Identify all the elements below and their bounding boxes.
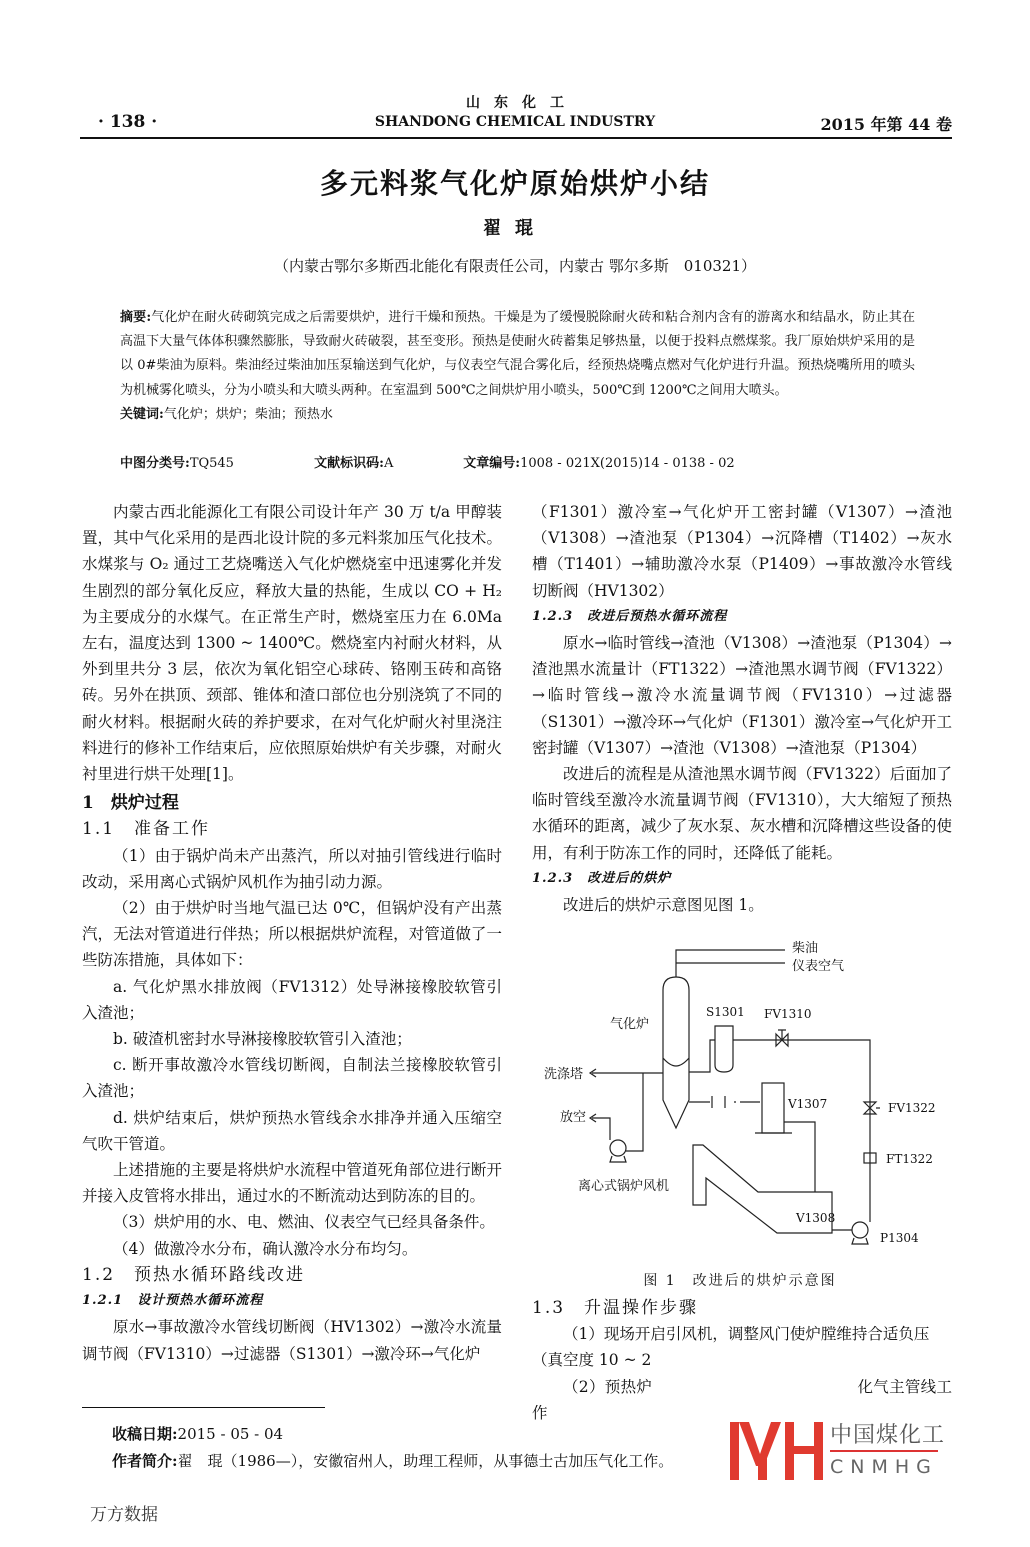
label-blower: 离心式锅炉风机 bbox=[578, 1179, 670, 1194]
affiliation: （内蒙古鄂尔多斯西北能化有限责任公司，内蒙古 鄂尔多斯 010321） bbox=[273, 257, 757, 275]
vent-line bbox=[590, 1114, 610, 1140]
section-1-heading: 1 烘炉过程 bbox=[82, 793, 179, 814]
clc-code: TQ545 bbox=[189, 456, 234, 471]
process-diagram bbox=[530, 930, 950, 1270]
bio-text: 翟 琨（1986—），安徽宿州人，助理工程师，从事德士古加压气化工作。 bbox=[177, 1452, 674, 1470]
section-1-2-3-heading: 1.2.3 改进后预热水循环流程 bbox=[532, 608, 728, 624]
watermark-en: CNMHG bbox=[830, 1456, 938, 1478]
left-column bbox=[82, 499, 502, 1367]
journal-header bbox=[330, 94, 700, 132]
list-item: b. 破渣机密封水导淋接橡胶软管引入渣池； bbox=[113, 1030, 412, 1049]
bio-label: 作者简介: bbox=[112, 1452, 178, 1470]
keywords: 气化炉；烘炉；柴油；预热水 bbox=[163, 406, 333, 422]
doc-code: A bbox=[383, 456, 394, 471]
blower-base bbox=[610, 1156, 626, 1162]
clc-label: 中图分类号: bbox=[120, 456, 190, 471]
issue-info: 2015 年第 44 卷 bbox=[820, 115, 952, 134]
paragraph: （3）烘炉用的水、电、燃油、仪表空气已经具备条件。 bbox=[113, 1213, 495, 1232]
gasifier-to-v1307-line bbox=[689, 1096, 760, 1108]
paragraph: （4）做激冷水分布，确认激冷水分布均匀。 bbox=[113, 1239, 418, 1258]
v1307-vessel bbox=[762, 1083, 784, 1133]
paragraph: （1）现场开启引风机，调整风门使炉膛维持合适负压 bbox=[563, 1325, 930, 1344]
p1304-pump bbox=[852, 1222, 868, 1238]
s1301-filter bbox=[715, 1026, 733, 1072]
watermark-logo bbox=[730, 1418, 945, 1484]
label-vent: 放空 bbox=[560, 1110, 587, 1125]
label-ft1322: FT1322 bbox=[886, 1152, 933, 1166]
watermark-rule bbox=[830, 1450, 938, 1452]
paragraph: 原水→临时管线→渣池（V1308）→渣池泵（P1304）→渣池黑水流量计（FT1322）→渣池黑水调节阀（FV1322）→临时管线→激冷水流量调节阀（FV1310）→过滤器（S1301）→激冷环→气化炉（F1301）激冷室→气化炉开工密封罐（V1307）→渣池（V1308）→渣池泵（P1304） bbox=[532, 634, 952, 757]
paragraph: 改进后的流程是从渣池黑水调节阀（FV1322）后面加了临时管线至激冷水流量调节阀（FV1310），大大缩短了预热水循环的距离，减少了灰水泵、灰水槽和沉降槽这些设备的使用，有利于防冻工作的同时，还降低了能耗。 bbox=[532, 765, 952, 862]
section-1-3 bbox=[532, 1295, 952, 1426]
cnmhg-logo-icon bbox=[730, 1418, 825, 1480]
paragraph: 上述措施的主要是将烘炉水流程中管道死角部位进行断开并接入皮管将水排出，通过水的不断流动达到防冻的目的。 bbox=[82, 1161, 502, 1206]
list-item: a. 气化炉黑水排放阀（FV1312）处导淋接橡胶软管引入渣池； bbox=[82, 977, 502, 1022]
blower-line bbox=[626, 1073, 643, 1151]
label-gasifier: 气化炉 bbox=[610, 1017, 650, 1032]
article-no-label: 文章编号: bbox=[463, 456, 521, 471]
label-fv1310: FV1310 bbox=[764, 1007, 812, 1021]
paragraph: （F1301）激冷室→气化炉开工密封罐（V1307）→渣池（V1308）→渣池泵（P1304）→沉降槽（T1402）→灰水槽（T1401）→辅助激冷水泵（P1409）→事故激冷水管线切断阀（HV1302） bbox=[532, 503, 952, 600]
section-1-2-heading: 1.2 预热水循环路线改进 bbox=[82, 1264, 306, 1285]
header-rule bbox=[80, 137, 952, 139]
gasifier-vessel bbox=[663, 977, 689, 1128]
author: 翟琨 bbox=[483, 218, 547, 239]
paragraph: 改进后的烘炉示意图见图 1。 bbox=[563, 896, 764, 915]
classification-info bbox=[120, 452, 735, 471]
label-v1308: V1308 bbox=[796, 1211, 836, 1225]
s1301-to-fv1322-line bbox=[733, 1040, 870, 1222]
abstract bbox=[120, 306, 915, 427]
label-scrubber: 洗涤塔 bbox=[544, 1067, 584, 1082]
section-1-2-3b-heading: 1.2.3 改进后的烘炉 bbox=[532, 870, 672, 886]
paragraph: （真空度 10 ~ 2 bbox=[532, 1351, 652, 1370]
journal-name-cn: 山 东 化 工 bbox=[466, 95, 564, 111]
label-p1304: P1304 bbox=[880, 1231, 919, 1245]
paragraph: （1）由于锅炉尚未产出蒸汽，所以对抽引管线进行临时改动，采用离心式锅炉风机作为抽引动力源。 bbox=[82, 846, 502, 891]
label-instrument-air: 仪表空气 bbox=[792, 959, 845, 974]
article-title: 多元料浆气化炉原始烘炉小结 bbox=[319, 167, 710, 200]
doc-code-label: 文献标识码: bbox=[314, 456, 384, 471]
footnote-rule bbox=[82, 1407, 325, 1408]
label-s1301: S1301 bbox=[706, 1005, 745, 1019]
figure-caption: 图 1 改进后的烘炉示意图 bbox=[643, 1273, 837, 1289]
fv1310-valve bbox=[776, 1030, 788, 1046]
fv1322-valve bbox=[864, 1102, 880, 1114]
paragraph: 原水→事故激冷水管线切断阀（HV1302）→激冷水流量调节阀（FV1310）→过滤器（S1301）→激冷环→气化炉 bbox=[82, 1318, 502, 1363]
label-fv1322: FV1322 bbox=[888, 1101, 936, 1115]
blower-pump bbox=[610, 1140, 626, 1156]
author-bio bbox=[112, 1450, 673, 1471]
p1304-base bbox=[852, 1238, 868, 1244]
watermark-cn: 中国煤化工 bbox=[830, 1423, 946, 1448]
label-v1307: V1307 bbox=[788, 1097, 828, 1111]
abstract-text: 气化炉在耐火砖砌筑完成之后需要烘炉，进行干燥和预热。干燥是为了缓慢脱除耐火砖和粘合剂内含有的游离水和结晶水，防止其在高温下大量气体体积骤然膨胀，导致耐火砖破裂，甚至变形。预热是使耐火砖蓄集足够热量，以便于投料点燃煤浆。我厂原始烘炉采用的是以 0#柴油为原料。柴油经过柴油加压泵输送到气化炉，与仪表空气混合雾化后，经预热烧嘴点燃对气化炉进行升温。预热烧嘴所用的喷头为机械雾化喷头，分为小喷头和大喷头两种。在室温到 500℃之间烘炉用小喷头，500℃到 1200℃之间用大喷头。 bbox=[120, 310, 915, 398]
text-fragment: （2）预热炉 bbox=[563, 1377, 653, 1396]
section-1-2-1-heading: 1.2.1 设计预热水循环流程 bbox=[82, 1293, 264, 1309]
label-diesel: 柴油 bbox=[792, 941, 819, 956]
keywords-label: 关键词: bbox=[120, 406, 164, 422]
received-label: 收稿日期: bbox=[112, 1425, 178, 1443]
text-fragment: 化气主管线工作 bbox=[532, 1377, 952, 1422]
paragraph: （2）由于烘炉时当地气温已达 0℃，但锅炉没有产出蒸汽，无法对管道进行伴热；所以根据烘炉流程，对管道做了一些防冻措施，具体如下： bbox=[82, 899, 502, 970]
section-1-1-heading: 1.1 准备工作 bbox=[82, 819, 211, 840]
list-item: c. 断开事故激冷水管线切断阀，自制法兰接橡胶软管引入渣池； bbox=[82, 1056, 502, 1101]
journal-name-en: SHANDONG CHEMICAL INDUSTRY bbox=[374, 114, 656, 130]
abstract-label: 摘要: bbox=[120, 310, 152, 325]
source-mark: 万方数据 bbox=[90, 1505, 158, 1525]
received-value: 2015 - 05 - 04 bbox=[177, 1425, 284, 1443]
scrubber-line bbox=[590, 1069, 663, 1077]
section-1-3-heading: 1.3 升温操作步骤 bbox=[532, 1298, 699, 1318]
article-no: 1008 - 021X(2015)14 - 0138 - 02 bbox=[520, 456, 735, 471]
page-number: · 138 · bbox=[98, 112, 158, 132]
intro-paragraph: 内蒙古西北能源化工有限公司设计年产 30 万 t/a 甲醇装置，其中气化采用的是西北设计院的多元料浆加压气化技术。水煤浆与 O₂ 通过工艺烧嘴送入气化炉燃烧室中迅速雾化并发生剧烈的部分氧化反应，释放大量的热能，生成以 CO + H₂ 为主要成分的水煤气。在正常生产时，燃烧室压力在 6.0Ma 左右，温度达到 1300 ~ 1400℃。燃烧室内衬耐火材料，从外到里共分 3 层，依次为氧化铝空心球砖、铬刚玉砖和高铬砖。另外在拱顶、颈部、锥体和渣口部位也分别浇筑了不同的耐火材料。根据耐火砖的养护要求，在对气化炉耐火衬里浇注料进行的修补工作结束后，应依照原始烘炉有关步骤，对耐火衬里进行烘干处理[1]。 bbox=[82, 503, 502, 784]
right-column bbox=[532, 499, 952, 918]
list-item: d. 烘炉结束后，烘炉预热水管线余水排净并通入压缩空气吹干管道。 bbox=[82, 1108, 502, 1153]
gasifier-to-s1301-line bbox=[689, 1040, 715, 1072]
received-date bbox=[112, 1423, 283, 1444]
